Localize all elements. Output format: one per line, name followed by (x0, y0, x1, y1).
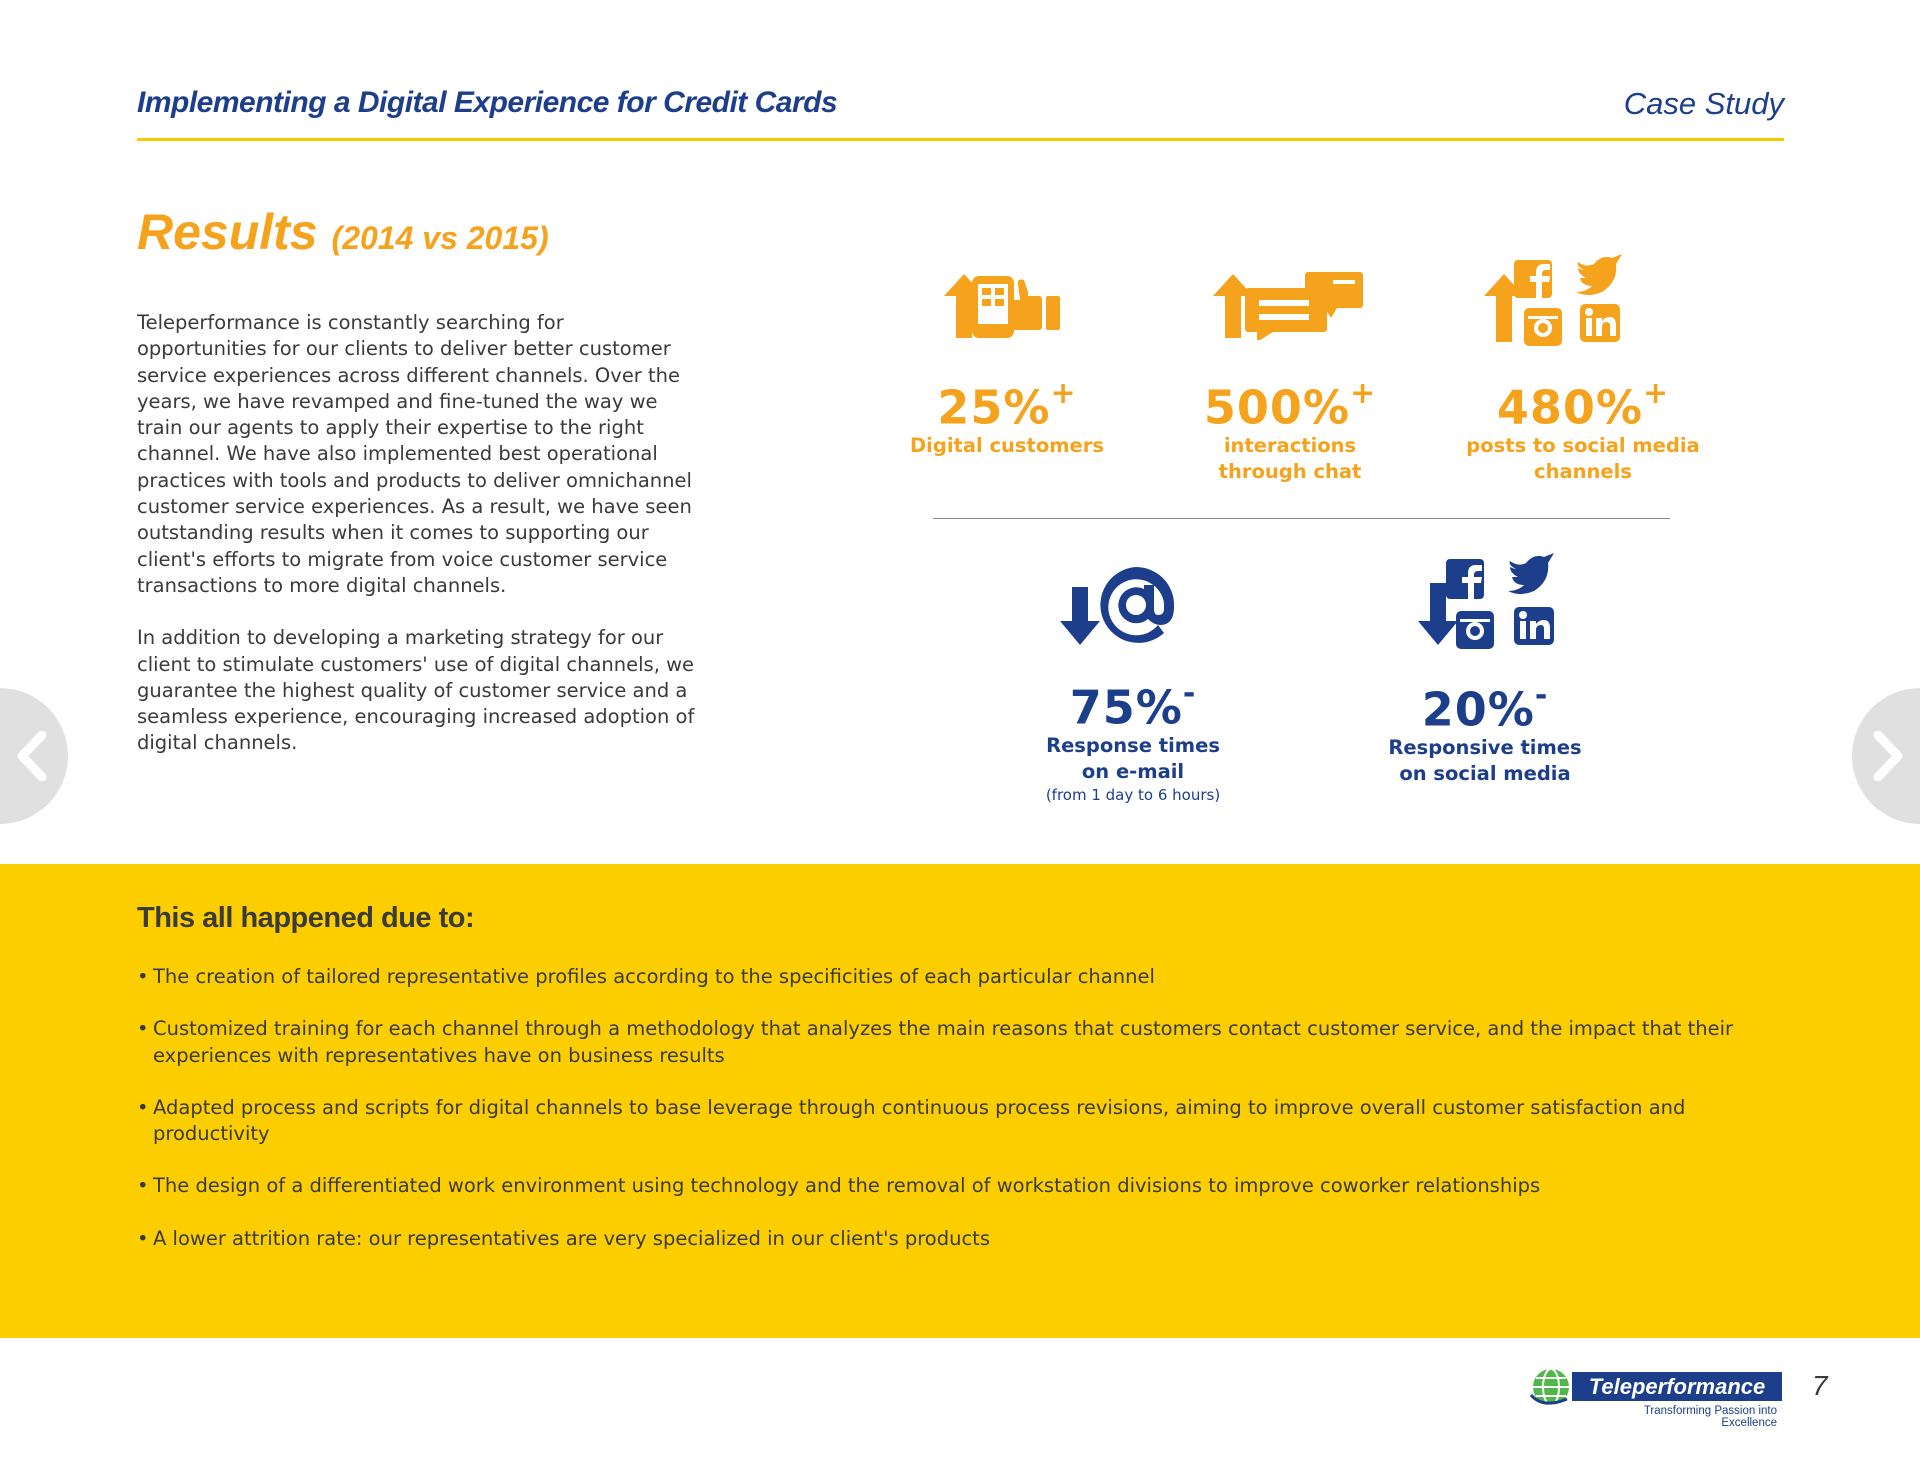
list-item: • The creation of tailored representative profiles according to the specificities of each particular channel (137, 964, 1797, 990)
intro-paragraph: In addition to developing a marketing strategy for our client to stimulate customers' use of digital channels, we guarantee the highest quality of customer service and a seamless experience, encouraging increased adoption of digital channels. (137, 626, 695, 755)
chevron-left-icon (14, 731, 48, 781)
reasons-heading: This all happened due to: (137, 902, 475, 934)
results-intro (137, 310, 697, 783)
list-item: • A lower attrition rate: our representatives are very specialized in our client's products (137, 1226, 1797, 1252)
document-type-label: Case Study (1623, 86, 1784, 121)
mobile-thumbs-up-increase-icon (944, 270, 1064, 338)
email-at-decrease-icon (1060, 563, 1180, 653)
social-media-increase-icon (1484, 250, 1624, 346)
email-response-stat (1010, 672, 1256, 805)
chat-bubbles-increase-icon (1213, 270, 1365, 340)
list-item: • Adapted process and scripts for digital channels to base leverage through continuous process revisions, aiming to improve overall customer satisfaction and productivity (137, 1095, 1797, 1148)
document-title: Implementing a Digital Experience for Credit Cards (137, 86, 838, 119)
decrease-sign: - (1182, 676, 1197, 711)
stat-label: Response times on e-mail (1046, 734, 1220, 784)
stat-value: 25%+ (937, 376, 1077, 435)
stat-label: posts to social media channels (1466, 434, 1700, 484)
stat-label: Responsive times on social media (1388, 736, 1582, 786)
stat-note: (from 1 day to 6 hours) (1045, 786, 1221, 805)
social-response-stat (1362, 674, 1608, 787)
decrease-sign: - (1534, 678, 1549, 713)
increase-sign: + (1642, 376, 1670, 411)
intro-paragraph: Teleperformance is constantly searching for opportunities for our clients to deliver better customer service experiences across different channels. Over the years, we have revamped and fine-tuned the way we train our agents to apply their expertise to the right channel. We have also implemented best operational practices with tools and products to deliver omnichannel customer service experiences. As a result, we have seen outstanding results when it comes to supporting our client's efforts to migrate from voice customer service transactions to more digital channels. (137, 311, 692, 597)
stat-value: 500%+ (1203, 376, 1377, 435)
header-divider (137, 138, 1784, 141)
page-number: 7 (1812, 1370, 1828, 1401)
results-title: Results (137, 204, 318, 260)
next-page-button[interactable] (1852, 688, 1920, 824)
social-posts-stat (1450, 372, 1716, 485)
stat-label: interactions through chat (1218, 434, 1362, 484)
results-period: (2014 vs 2015) (331, 220, 549, 256)
previous-page-button[interactable] (0, 688, 68, 824)
digital-customers-stat (900, 372, 1114, 459)
stat-label: Digital customers (909, 434, 1104, 458)
logo-wordmark: Teleperformance (1572, 1372, 1782, 1401)
list-item: • The design of a differentiated work environment using technology and the removal of workstation divisions to improve coworker relationships (137, 1173, 1797, 1199)
logo-tagline: Transforming Passion into Excellence (1643, 1405, 1777, 1429)
teleperformance-logo (1527, 1365, 1782, 1429)
stat-value: 480%+ (1496, 376, 1670, 435)
increase-sign: + (1050, 376, 1077, 411)
social-media-decrease-icon (1418, 553, 1558, 653)
stat-value: 20%- (1421, 678, 1549, 737)
chevron-right-icon (1872, 731, 1906, 781)
increase-sign: + (1349, 376, 1377, 411)
results-heading (137, 203, 549, 261)
stat-value: 75%- (1069, 676, 1197, 735)
chat-interactions-stat (1160, 372, 1420, 485)
list-item: • Customized training for each channel through a methodology that analyzes the main reasons that customers contact customer service, and the impact that their experiences with representatives have on business results (137, 1016, 1797, 1069)
reasons-list (137, 964, 1797, 1278)
globe-icon (1527, 1365, 1573, 1411)
stats-divider (933, 518, 1670, 519)
